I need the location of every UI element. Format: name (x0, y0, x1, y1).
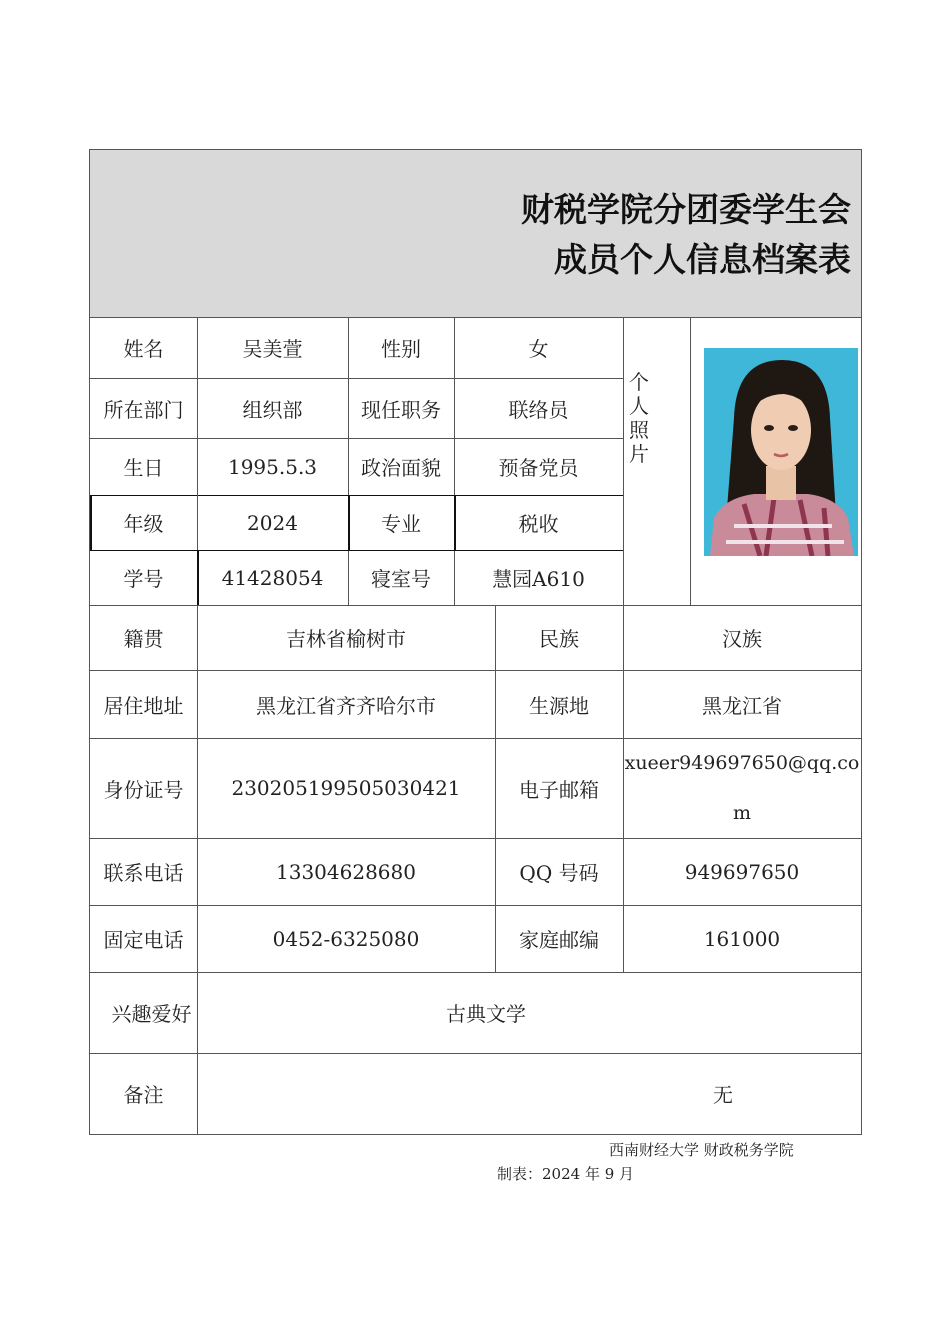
title-line-2: 成员个人信息档案表 (554, 240, 851, 279)
hobby-value: 古典文学 (446, 1002, 526, 1026)
major-label: 专业 (381, 512, 421, 536)
profile-sheet (89, 149, 862, 1135)
ethnic-label: 民族 (539, 627, 579, 651)
title-line-1: 财税学院分团委学生会 (521, 190, 851, 229)
landline-label: 固定电话 (103, 928, 184, 952)
qq-label: QQ 号码 (519, 861, 599, 885)
postcode-value: 161000 (703, 926, 781, 951)
ethnic-value: 汉族 (722, 627, 762, 651)
dorm-value: 慧园A610 (492, 567, 585, 591)
email-value (623, 738, 861, 838)
gender-label: 性别 (381, 337, 421, 361)
remark-label: 备注 (123, 1083, 164, 1107)
dept-value: 组织部 (242, 397, 303, 422)
email-line-2: m (732, 802, 752, 824)
position-value: 联络员 (508, 397, 569, 422)
grade-value: 2024 (247, 510, 298, 535)
hobby-label: 兴趣爱好 (111, 1002, 192, 1026)
id-value: 230205199505030421 (231, 776, 461, 800)
student-id-value: 41428054 (221, 565, 324, 590)
portrait-photo (704, 348, 858, 556)
birth-label: 生日 (123, 456, 164, 480)
email-line-1: xueer949697650@qq.co (624, 752, 860, 774)
portrait-icon (704, 348, 858, 556)
politics-value: 预备党员 (498, 456, 579, 480)
address-value: 黑龙江省齐齐哈尔市 (256, 693, 436, 718)
gender-value: 女 (528, 337, 549, 361)
position-label: 现任职务 (361, 397, 441, 422)
dept-label: 所在部门 (103, 397, 184, 422)
qq-value: 949697650 (684, 859, 800, 884)
photo-label-char: 照 (629, 418, 649, 442)
major-value: 税收 (518, 512, 559, 536)
photo-label-char: 片 (629, 442, 649, 466)
name-label: 姓名 (123, 337, 164, 361)
footer-school: 西南财经大学 财政税务学院 (609, 1141, 794, 1159)
photo-label-char: 人 (629, 394, 649, 418)
rule (623, 317, 624, 605)
origin-label: 生源地 (529, 693, 589, 718)
phone-label: 联系电话 (103, 861, 184, 885)
student-id-label: 学号 (123, 567, 164, 591)
native-label: 籍贯 (123, 627, 164, 651)
remark-value: 无 (713, 1083, 733, 1107)
grade-label: 年级 (123, 512, 164, 536)
photo-label-char: 个 (629, 370, 649, 394)
address-label: 居住地址 (103, 693, 184, 718)
native-value: 吉林省榆树市 (286, 627, 406, 651)
postcode-label: 家庭邮编 (519, 928, 599, 952)
title-band (90, 150, 861, 318)
politics-label: 政治面貌 (361, 456, 441, 480)
name-value: 吴美萱 (242, 337, 303, 361)
email-label: 电子邮箱 (519, 777, 599, 802)
rule (690, 317, 691, 605)
phone-value: 13304628680 (276, 859, 416, 884)
footer-date: 制表：2024 年 9 月 (497, 1165, 635, 1183)
id-label: 身份证号 (103, 777, 184, 802)
origin-value: 黑龙江省 (702, 693, 782, 718)
birth-value: 1995.5.3 (227, 454, 318, 479)
photo-label (626, 370, 652, 466)
dorm-label: 寝室号 (371, 567, 431, 591)
landline-value: 0452-6325080 (272, 926, 420, 951)
